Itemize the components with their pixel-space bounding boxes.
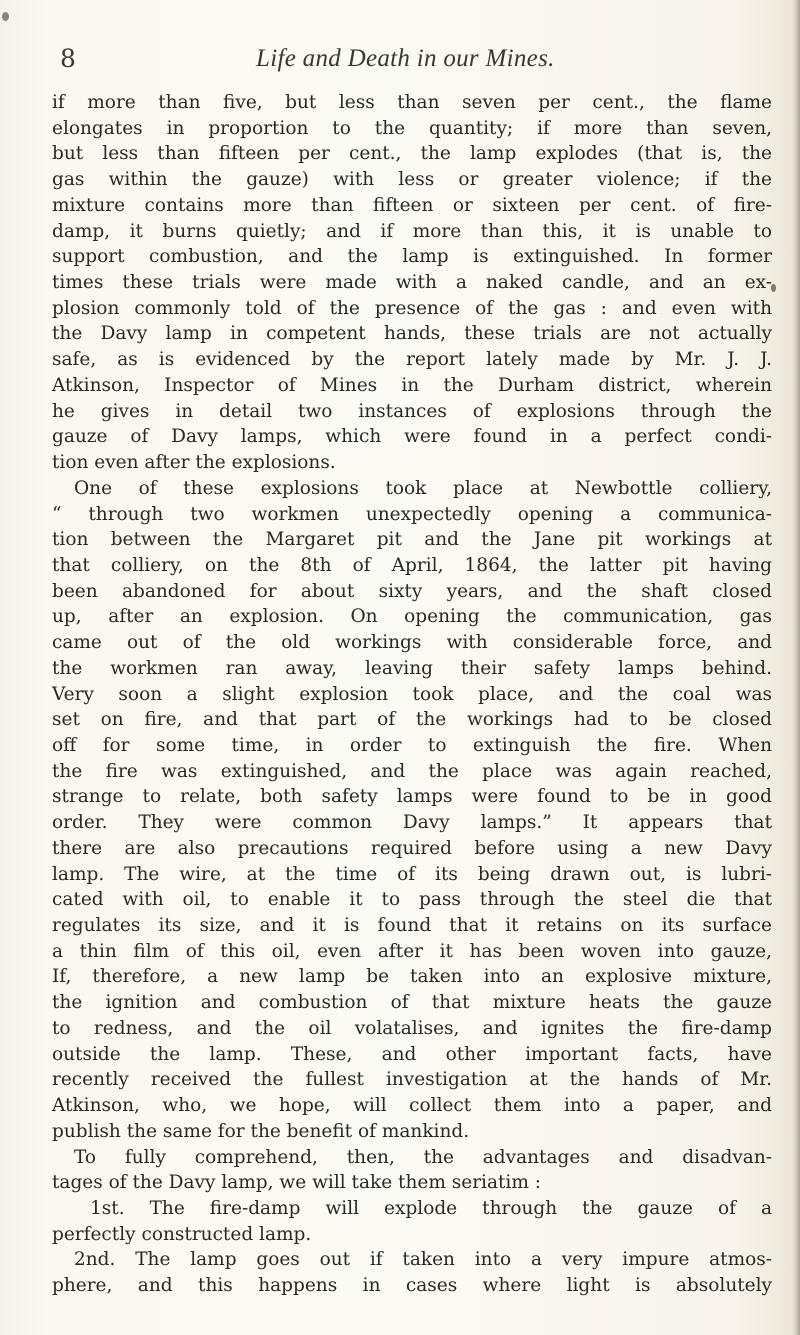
page-header — [60, 44, 760, 78]
text-line: elongates in proportion to the quantity; if more than seven, — [52, 117, 772, 139]
text-line: a thin film of this oil, even after it has been woven into gauze, — [52, 940, 772, 962]
text-line: he gives in detail two instances of explosions through the — [52, 400, 772, 422]
text-line: 1st. The fire-damp will explode through the gauze of a — [90, 1197, 772, 1219]
text-line: set on fire, and that part of the workings had to be closed — [52, 709, 772, 731]
text-line: safe, as is evidenced by the report lately made by Mr. J. J. — [52, 349, 772, 371]
text-line: tion even after the explosions. — [52, 452, 336, 474]
text-line: If, therefore, a new lamp be taken into an explosive mixture, — [52, 966, 772, 988]
text-line: recently received the fullest investigation at the hands of Mr. — [52, 1069, 772, 1091]
text-line: outside the lamp. These, and other important facts, have — [52, 1043, 772, 1065]
text-line: but less than fifteen per cent., the lamp explodes (that is, the — [52, 143, 772, 165]
text-line: if more than five, but less than seven per cent., the flame — [52, 92, 772, 113]
text-line: that colliery, on the 8th of April, 1864, the latter pit having — [52, 554, 772, 576]
text-line: off for some time, in order to extinguish the fire. When — [52, 735, 772, 756]
text-line: tages of the Davy lamp, we will take them seriatim : — [52, 1172, 542, 1194]
text-line: Atkinson, Inspector of Mines in the Durham district, wherein — [52, 374, 772, 396]
text-line: plosion commonly told of the presence of the gas : and even with — [52, 297, 772, 319]
text-line: perfectly constructed lamp. — [52, 1223, 312, 1245]
text-line: publish the same for the benefit of mankind. — [52, 1120, 470, 1142]
text-line: up, after an explosion. On opening the communication, gas — [52, 606, 772, 628]
page-number: 8 — [60, 44, 76, 73]
text-line: the workmen ran away, leaving their safety lamps behind. — [52, 657, 772, 679]
text-line: One of these explosions took place at Newbottle colliery, — [74, 477, 772, 499]
text-line: gas within the gauze) with less or greater violence; if the — [52, 169, 772, 191]
text-line: to redness, and the oil volatalises, and ignites the fire-damp — [52, 1017, 772, 1039]
text-line: Very soon a slight explosion took place, and the coal was — [52, 683, 772, 705]
text-line: support combustion, and the lamp is extinguished. In former — [52, 246, 772, 268]
text-line: gauze of Davy lamps, which were found in a perfect condi- — [52, 426, 772, 448]
text-line: To fully comprehend, then, the advantages and disadvan- — [74, 1146, 772, 1168]
text-line: tion between the Margaret pit and the Jane pit workings at — [52, 529, 772, 551]
text-line: order. They were common Davy lamps.” It appears that — [52, 812, 772, 834]
text-line: “ through two workmen unexpectedly opening a communica- — [52, 503, 772, 525]
text-line: phere, and this happens in cases where light is absolutely — [52, 1275, 772, 1297]
text-line: damp, it burns quietly; and if more than this, it is unable to — [52, 220, 772, 242]
text-line: there are also precautions required before using a new Davy — [52, 837, 772, 859]
text-line: regulates its size, and it is found that it retains on its surface — [52, 915, 772, 937]
text-line: been abandoned for about sixty years, and the shaft closed — [52, 580, 772, 602]
text-line: the Davy lamp in competent hands, these trials are not actually — [52, 323, 772, 345]
text-line: the ignition and combustion of that mixture heats the gauze — [52, 992, 772, 1014]
text-line: the fire was extinguished, and the place was again reached, — [52, 760, 772, 782]
margin-speck — [2, 12, 9, 21]
text-line: times these trials were made with a naked candle, and an ex- — [52, 272, 772, 294]
text-line: lamp. The wire, at the time of its being drawn out, is lubri- — [52, 863, 772, 885]
text-line: 2nd. The lamp goes out if taken into a very impure atmos- — [74, 1249, 772, 1271]
running-title: Life and Death in our Mines. — [256, 45, 555, 72]
text-line: came out of the old workings with considerable force, and — [52, 632, 772, 654]
text-line: strange to relate, both safety lamps were found to be in good — [52, 786, 772, 808]
text-line: mixture contains more than fifteen or sixteen per cent. of fire- — [52, 194, 772, 216]
page-edge-shadow — [792, 0, 800, 1335]
text-line: cated with oil, to enable it to pass through the steel die that — [52, 889, 772, 911]
text-line: Atkinson, who, we hope, will collect them into a paper, and — [52, 1095, 772, 1117]
